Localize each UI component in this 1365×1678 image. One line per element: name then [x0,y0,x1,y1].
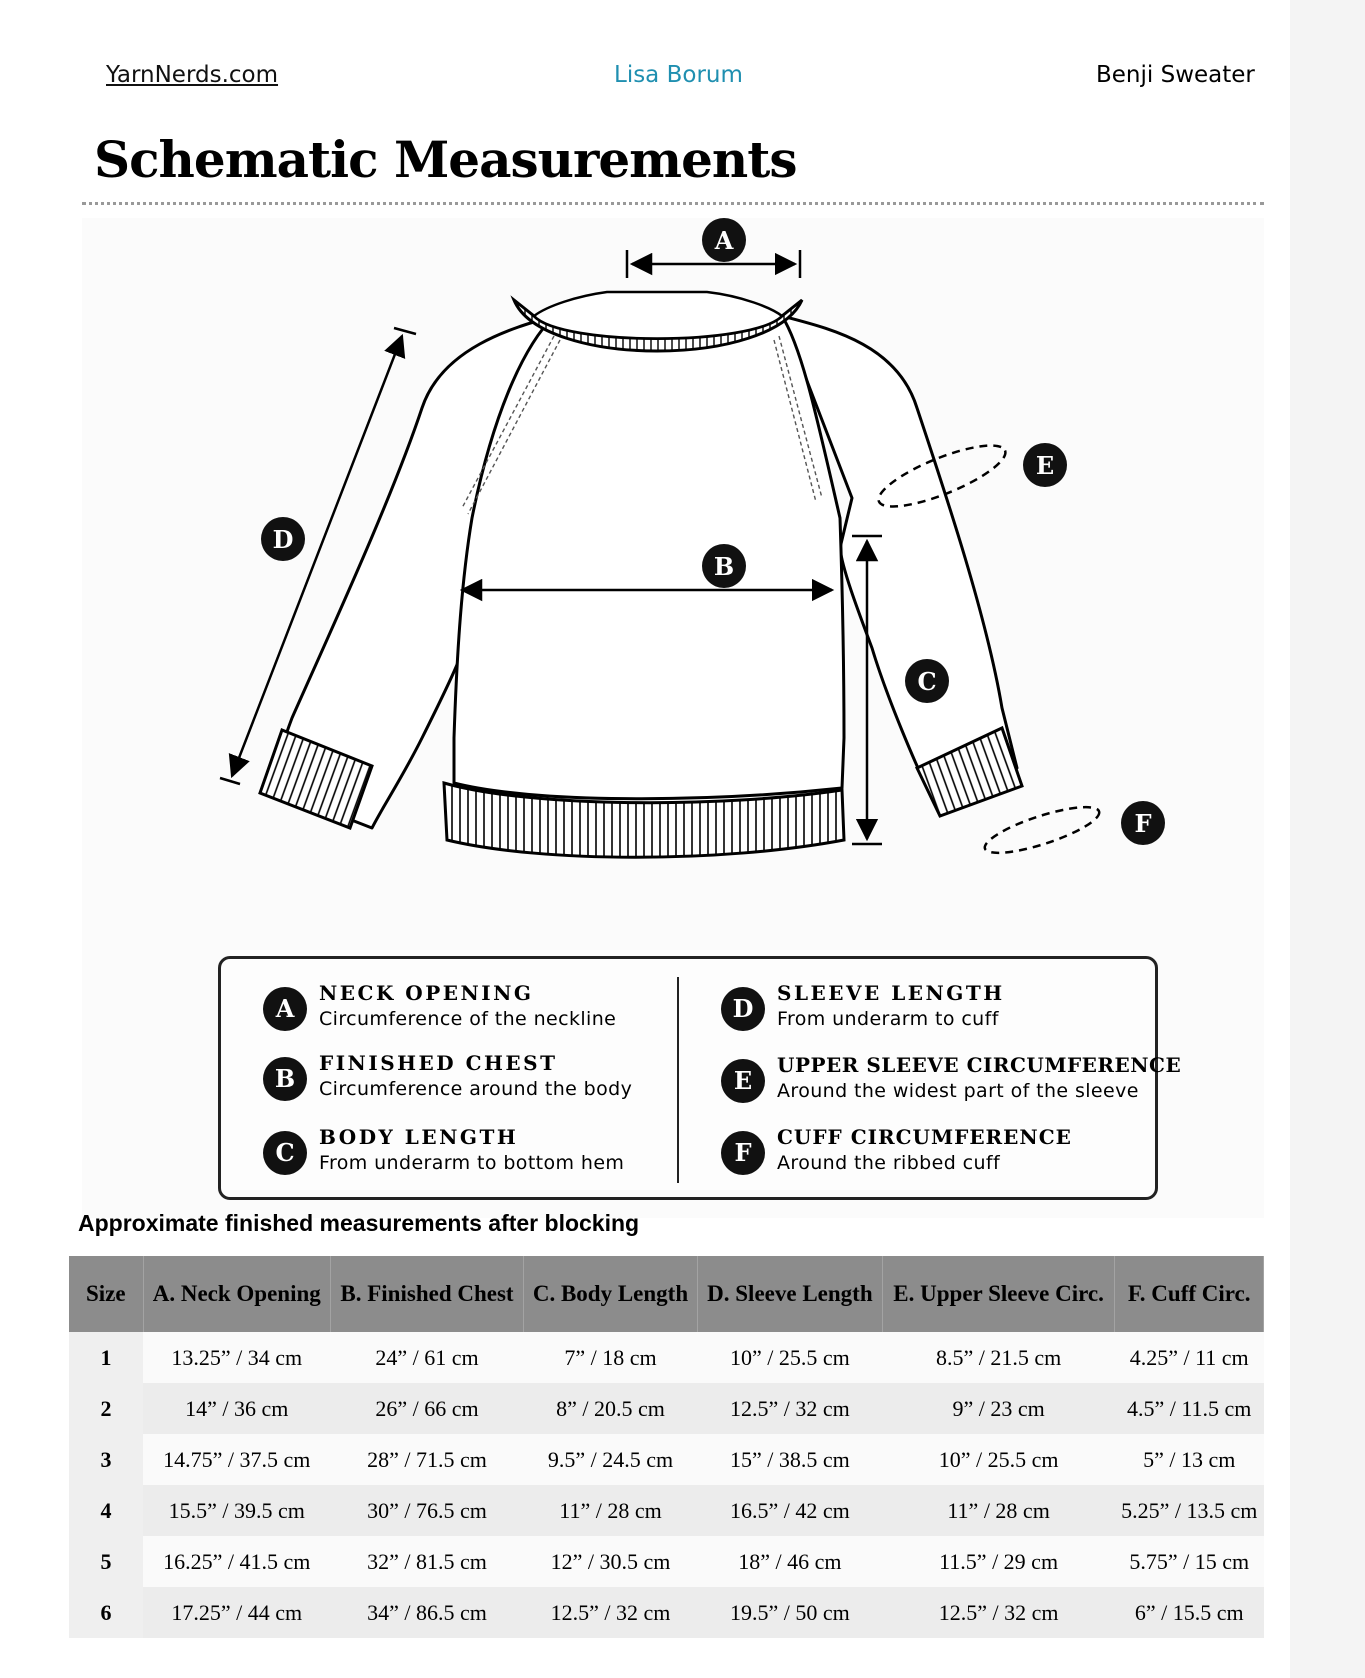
table-row [69,1383,1264,1434]
table-row [69,1536,1264,1587]
size-cell: 3 [69,1434,143,1485]
legend-divider [677,977,679,1183]
legend-name: BODY LENGTH [319,1125,519,1149]
size-cell: 6 [69,1587,143,1638]
table-cell: 14.75” / 37.5 cm [143,1434,331,1485]
table-cell: 17.25” / 44 cm [143,1587,331,1638]
table-cell: 11” / 28 cm [882,1485,1115,1536]
badge-b [702,544,746,588]
table-cell: 34” / 86.5 cm [331,1587,524,1638]
table-cell: 5.25” / 13.5 cm [1115,1485,1264,1536]
table-cell: 28” / 71.5 cm [331,1434,524,1485]
table-cell: 12.5” / 32 cm [882,1587,1115,1638]
table-cell: 7” / 18 cm [523,1332,697,1383]
svg-text:D: D [272,525,294,554]
badge-a [702,218,746,262]
legend-name: FINISHED CHEST [319,1051,558,1075]
table-cell: 13.25” / 34 cm [143,1332,331,1383]
badge-c [905,659,949,703]
sweater-schematic [82,218,1264,948]
legend-badge: D [721,987,765,1031]
legend-name: SLEEVE LENGTH [777,981,1005,1005]
table-cell: 26” / 66 cm [331,1383,524,1434]
legend-badge: A [263,987,307,1031]
legend-name: NECK OPENING [319,981,534,1005]
table-cell: 19.5” / 50 cm [698,1587,883,1638]
svg-text:C: C [917,667,937,696]
table-cell: 10” / 25.5 cm [698,1332,883,1383]
table-cell: 4.5” / 11.5 cm [1115,1383,1264,1434]
legend-badge: B [263,1057,307,1101]
table-cell: 4.25” / 11 cm [1115,1332,1264,1383]
table-row [69,1332,1264,1383]
col-chest: B. Finished Chest [331,1256,524,1332]
table-cell: 30” / 76.5 cm [331,1485,524,1536]
table-cell: 32” / 81.5 cm [331,1536,524,1587]
badge-f [1121,801,1165,845]
dotted-divider [82,202,1264,205]
table-row [69,1587,1264,1638]
legend-badge: C [263,1131,307,1175]
table-cell: 9.5” / 24.5 cm [523,1434,697,1485]
size-cell: 5 [69,1536,143,1587]
col-size: Size [69,1256,143,1332]
measure-f [981,798,1104,862]
legend-desc: From underarm to cuff [777,1008,999,1030]
table-row [69,1434,1264,1485]
table-cell: 16.5” / 42 cm [698,1485,883,1536]
table-cell: 12.5” / 32 cm [523,1587,697,1638]
table-cell: 10” / 25.5 cm [882,1434,1115,1485]
site-link[interactable]: YarnNerds.com [106,62,279,88]
legend-box [218,956,1182,1200]
col-body: C. Body Length [523,1256,697,1332]
col-upper-sleeve: E. Upper Sleeve Circ. [882,1256,1115,1332]
size-cell: 2 [69,1383,143,1434]
legend-desc: Circumference around the body [319,1078,633,1100]
size-cell: 4 [69,1485,143,1536]
legend-desc: Around the ribbed cuff [777,1152,1001,1174]
col-sleeve: D. Sleeve Length [698,1256,883,1332]
table-cell: 8.5” / 21.5 cm [882,1332,1115,1383]
table-cell: 9” / 23 cm [882,1383,1115,1434]
measurements-table [69,1256,1264,1638]
sweater-outline [277,316,1017,828]
table-cell: 11” / 28 cm [523,1485,697,1536]
svg-text:A: A [714,226,734,255]
table-cell: 12” / 30.5 cm [523,1536,697,1587]
table-cell: 5.75” / 15 cm [1115,1536,1264,1587]
col-neck: A. Neck Opening [143,1256,331,1332]
svg-text:B: B [713,552,735,581]
author-name: Lisa Borum [614,62,743,88]
badge-e [1023,443,1067,487]
measurement-note: Approximate finished measurements after blocking [78,1210,640,1236]
pattern-name: Benji Sweater [1096,62,1255,88]
legend-desc: From underarm to bottom hem [319,1152,625,1174]
table-cell: 15” / 38.5 cm [698,1434,883,1485]
page-edge [1290,0,1365,1678]
page-title: Schematic Measurements [94,130,797,189]
table-cell: 5” / 13 cm [1115,1434,1264,1485]
table-cell: 16.25” / 41.5 cm [143,1536,331,1587]
table-cell: 15.5” / 39.5 cm [143,1485,331,1536]
table-cell: 6” / 15.5 cm [1115,1587,1264,1638]
legend-desc: Around the widest part of the sleeve [777,1080,1139,1102]
legend-badge: F [721,1131,765,1175]
table-header-row [69,1256,1264,1332]
table-cell: 14” / 36 cm [143,1383,331,1434]
table-cell: 12.5” / 32 cm [698,1383,883,1434]
legend-badge: E [721,1059,765,1103]
svg-text:E: E [1035,451,1055,480]
table-cell: 18” / 46 cm [698,1536,883,1587]
legend-desc: Circumference of the neckline [319,1008,617,1030]
svg-text:F: F [1134,809,1152,838]
badge-d [261,517,305,561]
table-cell: 24” / 61 cm [331,1332,524,1383]
legend-name: CUFF CIRCUMFERENCE [777,1125,1072,1149]
legend-name: UPPER SLEEVE CIRCUMFERENCE [777,1053,1182,1077]
col-cuff: F. Cuff Circ. [1115,1256,1264,1332]
table-cell: 11.5” / 29 cm [882,1536,1115,1587]
size-cell: 1 [69,1332,143,1383]
table-row [69,1485,1264,1536]
table-cell: 8” / 20.5 cm [523,1383,697,1434]
